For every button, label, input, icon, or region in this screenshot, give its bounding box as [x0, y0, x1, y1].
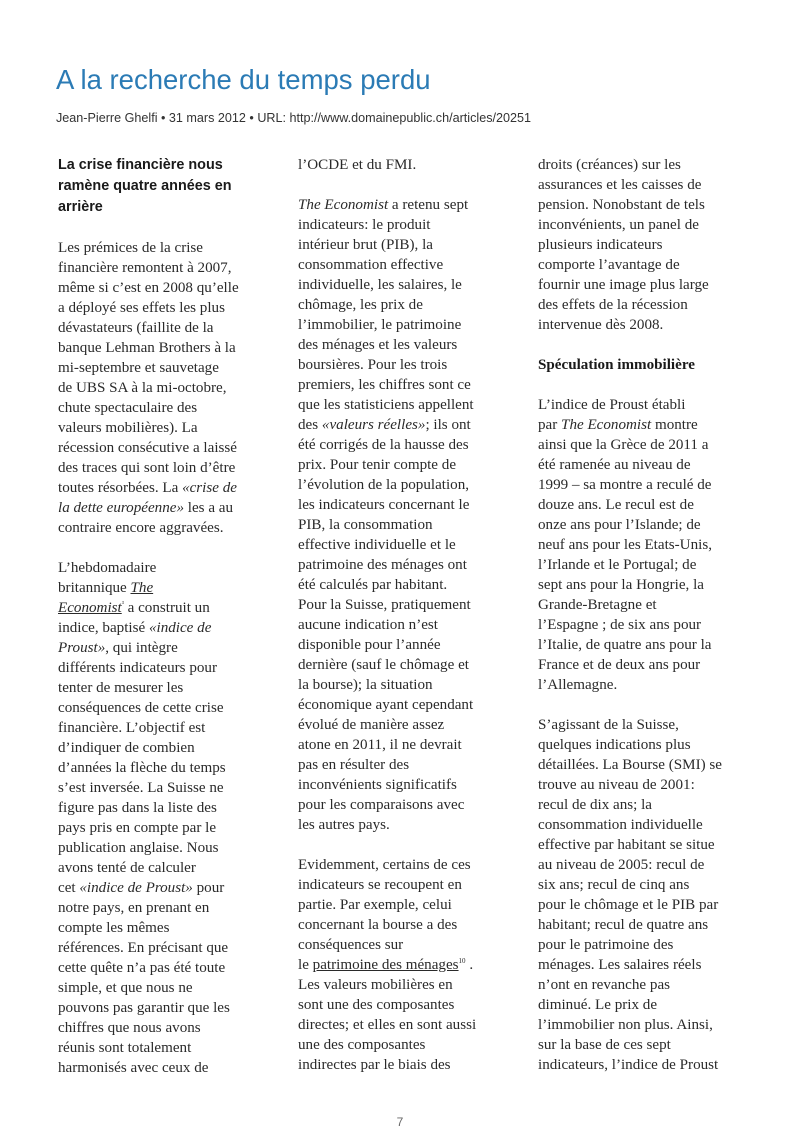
text-line: une des composantes: [298, 1037, 426, 1053]
text-line: recul de dix ans; la: [538, 797, 652, 813]
paragraph: [58, 558, 290, 1078]
text-line: Les prémices de la crise: [58, 240, 203, 256]
text-line: indicateurs se recoupent en: [298, 877, 462, 893]
text-line: sur la base de ces sept: [538, 1037, 671, 1053]
text-line: figure pas dans la liste des: [58, 800, 217, 816]
paragraph: [538, 715, 758, 1075]
text-line: harmonisés avec ceux de: [58, 1060, 209, 1076]
text-line: premiers, les chiffres sont ce: [298, 377, 471, 393]
text-line: pays pris en compte par le: [58, 820, 217, 836]
text-run: des: [298, 417, 322, 433]
text-line: valeurs mobilières). La: [58, 420, 198, 436]
text-line: l’Irlande et le Portugal; de: [538, 557, 697, 573]
text-line: pour le patrimoine des: [538, 937, 674, 953]
italic-text: Proust»: [58, 640, 106, 656]
text-line: été ramenée au niveau de: [538, 457, 691, 473]
text-line: détaillées. La Bourse (SMI) se: [538, 757, 723, 773]
italic-text: «indice de Proust»: [79, 880, 193, 896]
text-line: références. En précisant que: [58, 940, 229, 956]
text-line: arrière: [58, 199, 103, 215]
text-line: partie. Par exemple, celui: [298, 897, 452, 913]
text-line: intervenue dès 2008.: [538, 317, 664, 333]
section-heading-speculation: Spéculation immobilière: [538, 357, 695, 373]
text-line: Les valeurs mobilières en: [298, 977, 453, 993]
text-line: [58, 598, 290, 618]
text-line: banque Lehman Brothers à la: [58, 340, 236, 356]
text-line: indicateurs, l’indice de Proust: [538, 1057, 719, 1073]
text-line: individuelle, les salaires, le: [298, 277, 462, 293]
text-line: [298, 195, 530, 215]
text-line: ainsi que la Grèce de 2011 a: [538, 437, 709, 453]
text-run: les a au: [184, 500, 234, 516]
text-line: assurances et les caisses de: [538, 177, 702, 193]
text-line: habitant; recul de quatre ans: [538, 917, 709, 933]
text-line: comporte l’avantage de: [538, 257, 680, 273]
text-line: avons tenté de calculer: [58, 860, 196, 876]
text-line: 1999 – sa montre a reculé de: [538, 477, 712, 493]
text-line: diminué. Le prix de: [538, 997, 658, 1013]
text-column-3: [538, 155, 758, 1075]
text-line: [58, 578, 290, 598]
text-line: inconvénients, un panel de: [538, 217, 699, 233]
text-line: Evidemment, certains de ces: [298, 857, 471, 873]
text-line: indicateurs: le produit: [298, 217, 431, 233]
text-line: Grande-Bretagne et: [538, 597, 657, 613]
text-run: pour: [192, 880, 225, 896]
italic-text: «valeurs réelles»: [321, 417, 426, 433]
text-line: s’est inversée. La Suisse ne: [58, 780, 224, 796]
text-line: consommation individuelle: [538, 817, 703, 833]
text-line: compte les mêmes: [58, 920, 170, 936]
text-line: de UBS SA à la mi-octobre,: [58, 380, 227, 396]
section-heading-crise: [58, 155, 290, 218]
text-line: chômage, les prix de: [298, 297, 423, 313]
text-line: n’ont en revanche pas: [538, 977, 671, 993]
text-line: consommation effective: [298, 257, 444, 273]
text-line: notre pays, en prenant en: [58, 900, 210, 916]
text-run: a retenu sept: [388, 197, 469, 213]
text-line: l’Allemagne.: [538, 677, 618, 693]
text-line: quelques indications plus: [538, 737, 691, 753]
paragraph: [538, 395, 758, 695]
text-line: publication anglaise. Nous: [58, 840, 219, 856]
text-run: toutes résorbées. La: [58, 480, 183, 496]
text-run: le: [298, 957, 313, 973]
italic-text: «indice de: [148, 620, 212, 636]
text-line: patrimoine des ménages ont: [298, 557, 467, 573]
text-line: simple, et que nous ne: [58, 980, 193, 996]
text-line: aucune indication n’est: [298, 617, 438, 633]
text-line: pension. Nonobstant de tels: [538, 197, 705, 213]
text-line: l’Espagne ; de six ans pour: [538, 617, 702, 633]
text-line: chute spectaculaire des: [58, 400, 198, 416]
text-line: l’immobilier non plus. Ainsi,: [538, 1017, 713, 1033]
text-line: été calculés par habitant.: [298, 577, 448, 593]
text-line: les autres pays.: [298, 817, 390, 833]
footnote-marker[interactable]: ³: [121, 599, 124, 608]
text-line: a déployé ses effets les plus: [58, 300, 225, 316]
text-line: l’évolution de la population,: [298, 477, 470, 493]
text-run: par: [538, 417, 562, 433]
text-line: les indicateurs concernant le: [298, 497, 470, 513]
paragraph: [58, 238, 290, 538]
text-line: L’hebdomadaire: [58, 560, 157, 576]
text-line: tenter de mesurer les: [58, 680, 184, 696]
italic-text: «crise de: [182, 480, 237, 496]
text-line: [58, 638, 290, 658]
text-line: directes; et elles en sont aussi: [298, 1017, 477, 1033]
text-line: même si c’est en 2008 qu’elle: [58, 280, 239, 296]
text-line: des traces qui sont loin d’être: [58, 460, 236, 476]
italic-text: The Economist: [298, 197, 389, 213]
italic-text: The Economist: [561, 417, 652, 433]
text-line: pour le chômage et le PIB par: [538, 897, 719, 913]
text-line: effective par habitant se situe: [538, 837, 715, 853]
text-line: Pour la Suisse, pratiquement: [298, 597, 471, 613]
text-run: .: [465, 957, 474, 973]
text-line: réunis sont totalement: [58, 1040, 192, 1056]
article-byline: Jean-Pierre Ghelfi • 31 mars 2012 • URL: http://www.domainepublic.ch/articles/20251: [56, 111, 532, 125]
text-line: [538, 415, 758, 435]
text-line: La crise financière nous: [58, 157, 223, 173]
text-line: récession consécutive a laissé: [58, 440, 237, 456]
text-line: que les statisticiens appellent: [298, 397, 474, 413]
text-line: [58, 878, 290, 898]
text-line: conséquences de cette crise: [58, 700, 224, 716]
text-line: [58, 618, 290, 638]
text-line: dévastateurs (faillite de la: [58, 320, 214, 336]
text-line: atone en 2011, il ne devrait: [298, 737, 462, 753]
text-line: pour les comparaisons avec: [298, 797, 465, 813]
link-patrimoine-des-menages[interactable]: patrimoine des ménages: [312, 957, 459, 973]
text-line: conséquences sur: [298, 937, 404, 953]
text-line: évolué de manière assez: [298, 717, 445, 733]
text-line: des effets de la récession: [538, 297, 688, 313]
text-line: [58, 478, 290, 498]
text-line: indirectes par le biais des: [298, 1057, 451, 1073]
text-line: sont une des composantes: [298, 997, 455, 1013]
text-line: concernant la bourse a des: [298, 917, 458, 933]
text-line: mi-septembre et sauvetage: [58, 360, 219, 376]
text-line: droits (créances) sur les: [538, 157, 681, 173]
text-line: l’immobilier, le patrimoine: [298, 317, 462, 333]
text-line: prix. Pour tenir compte de: [298, 457, 457, 473]
text-line: pouvons pas garantir que les: [58, 1000, 230, 1016]
page-number: 7: [396, 1115, 404, 1129]
text-line: financière. L’objectif est: [58, 720, 206, 736]
text-line: intérieur brut (PIB), la: [298, 237, 433, 253]
text-line: six ans; recul de cinq ans: [538, 877, 690, 893]
text-line: trouve au niveau de 2001:: [538, 777, 695, 793]
text-line: l’Italie, de quatre ans pour la: [538, 637, 712, 653]
text-line: été corrigés de la hausse des: [298, 437, 469, 453]
text-run: a construit un: [123, 600, 210, 616]
text-line: PIB, la consommation: [298, 517, 433, 533]
text-line: neuf ans pour les Etats-Unis,: [538, 537, 712, 553]
text-line: contraire encore aggravées.: [58, 520, 224, 536]
text-line: chiffres que nous avons: [58, 1020, 201, 1036]
text-line: disponible pour l’année: [298, 637, 441, 653]
text-line: douze ans. Le recul est de: [538, 497, 694, 513]
link-economist[interactable]: Economist: [58, 600, 122, 616]
text-column-2: [298, 155, 530, 1075]
text-line: l’OCDE et du FMI.: [298, 157, 417, 173]
text-line: onze ans pour l’Islande; de: [538, 517, 701, 533]
text-column-1: [58, 155, 290, 1078]
text-line: France et de deux ans pour: [538, 657, 701, 673]
text-run: ; ils ont: [425, 417, 471, 433]
text-line: [58, 498, 290, 518]
text-line: fournir une image plus large: [538, 277, 709, 293]
text-line: S’agissant de la Suisse,: [538, 717, 679, 733]
text-line: pas en résulter des: [298, 757, 410, 773]
link-the-economist[interactable]: The: [130, 580, 154, 596]
text-run: cet: [58, 880, 80, 896]
paragraph: [538, 155, 758, 335]
text-line: différents indicateurs pour: [58, 660, 217, 676]
text-line: cette quête n’a pas été toute: [58, 960, 226, 976]
text-line: [298, 415, 530, 435]
text-line: ménages. Les salaires réels: [538, 957, 702, 973]
text-line: sept ans pour la Hongrie, la: [538, 577, 704, 593]
text-line: au niveau de 2005: recul de: [538, 857, 705, 873]
text-line: économique ayant cependant: [298, 697, 474, 713]
text-run: , qui intègre: [105, 640, 178, 656]
text-run: indice, baptisé: [58, 620, 149, 636]
text-line: inconvénients significatifs: [298, 777, 457, 793]
text-line: d’indiquer de combien: [58, 740, 195, 756]
footnote-marker[interactable]: 10: [458, 956, 466, 965]
italic-text: la dette européenne»: [58, 500, 185, 516]
text-line: plusieurs indicateurs: [538, 237, 663, 253]
text-line: L’indice de Proust établi: [538, 397, 686, 413]
text-line: boursières. Pour les trois: [298, 357, 448, 373]
paragraph: [298, 855, 530, 1075]
text-line: [298, 955, 530, 975]
text-line: dernière (sauf le chômage et: [298, 657, 469, 673]
text-line: d’années la flèche du temps: [58, 760, 226, 776]
text-line: la bourse); la situation: [298, 677, 433, 693]
text-line: effective individuelle et le: [298, 537, 456, 553]
paragraph: [298, 195, 530, 835]
text-run: montre: [651, 417, 698, 433]
text-line: des ménages et les valeurs: [298, 337, 458, 353]
text-line: financière remontent à 2007,: [58, 260, 232, 276]
text-run: britannique: [58, 580, 131, 596]
text-line: ramène quatre années en: [58, 178, 232, 194]
paragraph: [298, 155, 530, 175]
article-title: A la recherche du temps perdu: [56, 64, 431, 95]
